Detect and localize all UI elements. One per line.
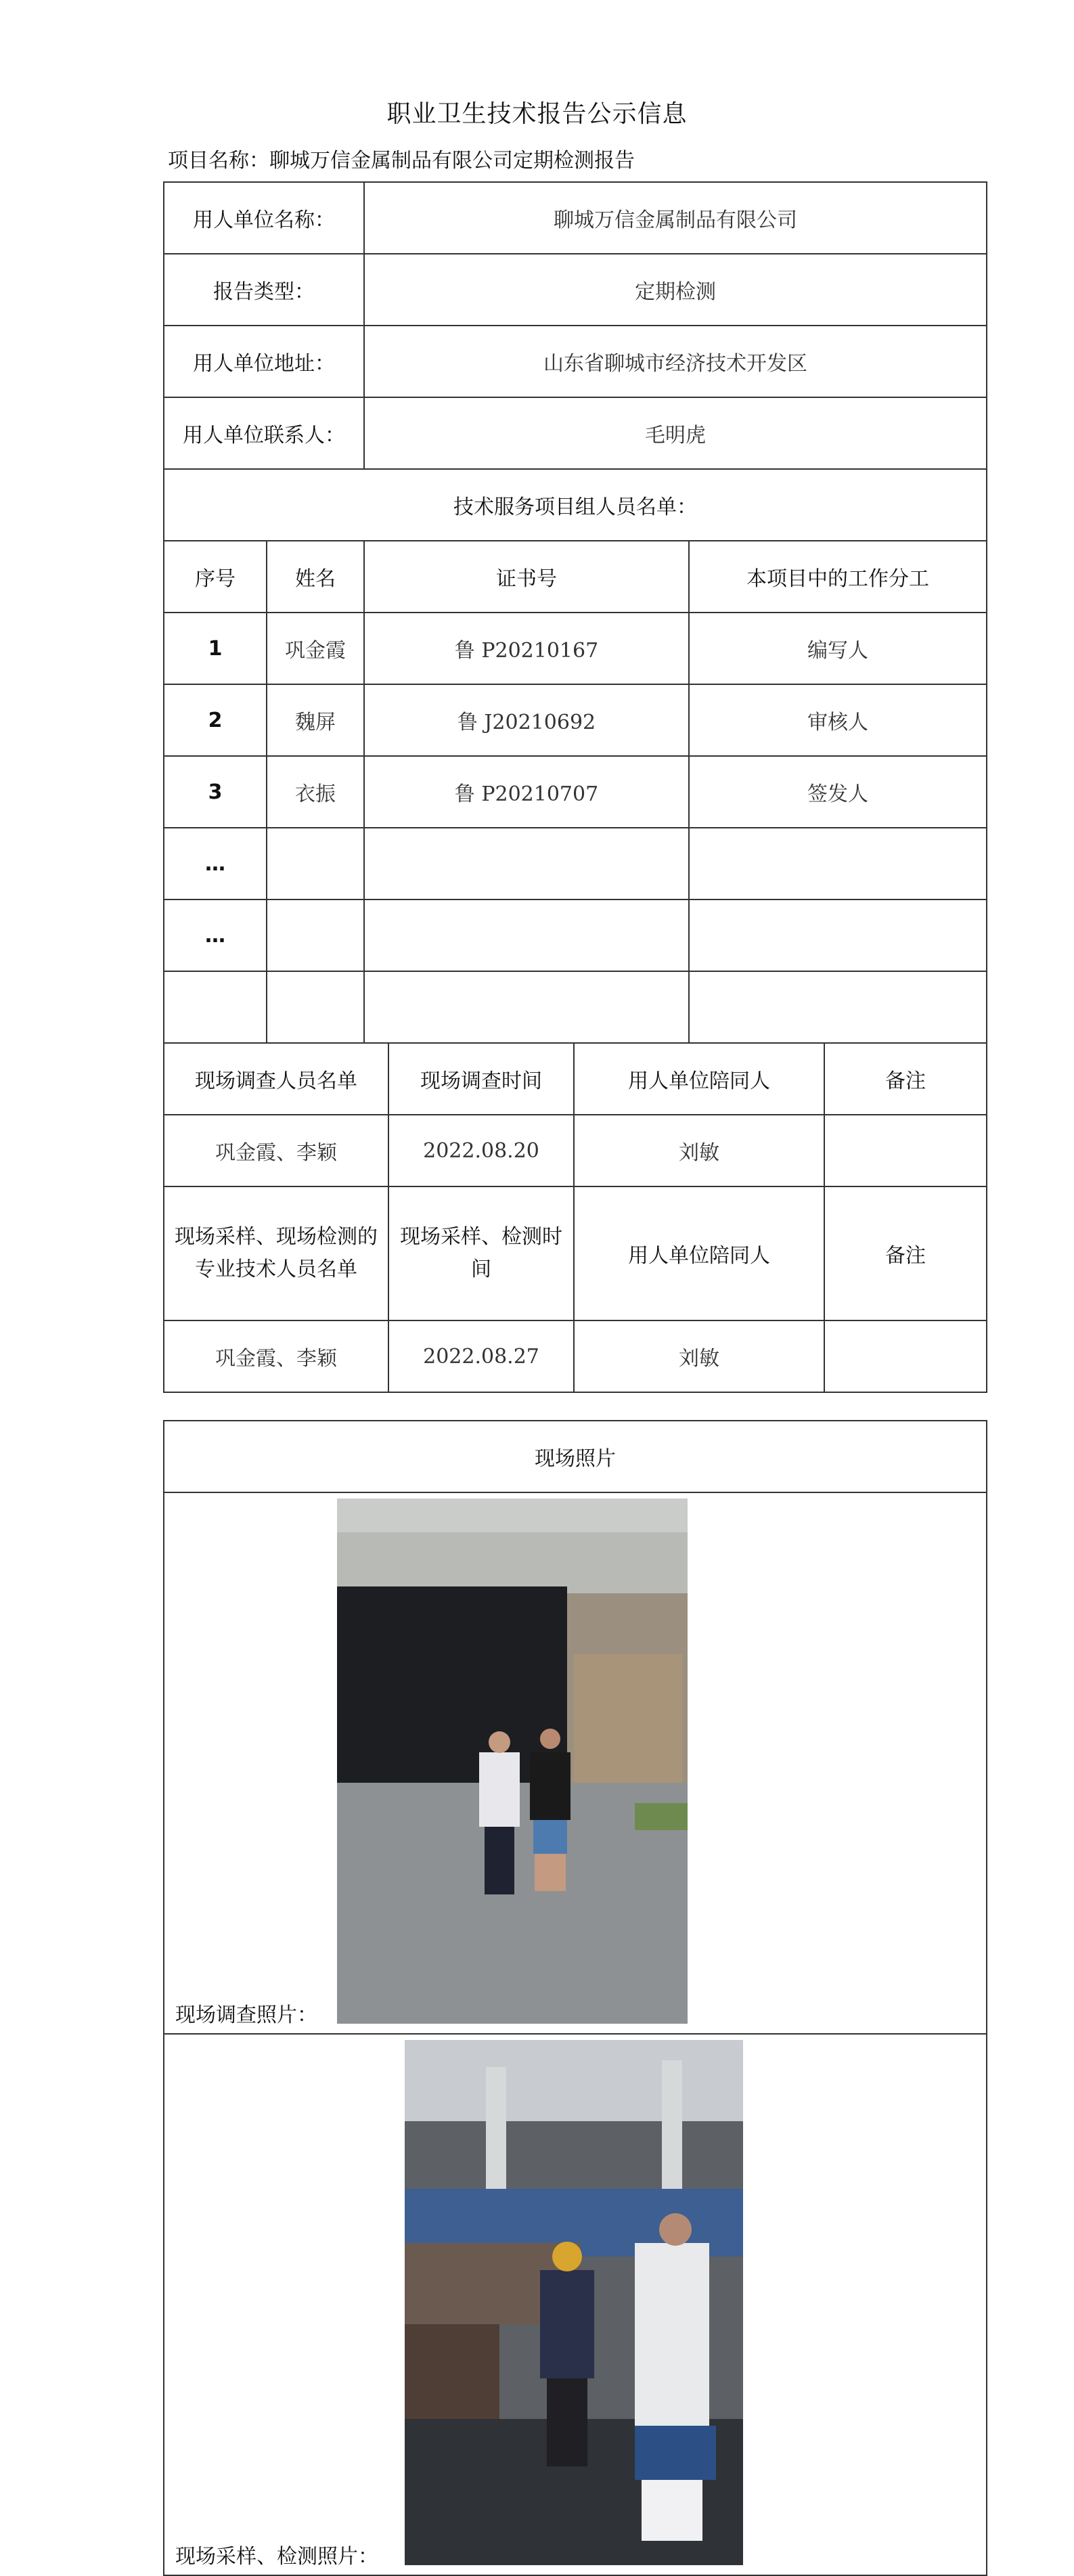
survey-photo-label: 现场调查照片： [175, 2003, 317, 2027]
team-column-headers [164, 541, 987, 613]
work-role [689, 971, 987, 1043]
table-row [164, 684, 987, 756]
info-label: 用人单位联系人： [164, 397, 364, 469]
certificate-number: 鲁 J20210692 [364, 684, 689, 756]
member-name [267, 828, 364, 900]
survey-photo [337, 1498, 688, 2024]
sampling-photo-label: 现场采样、检测照片： [175, 2545, 378, 2569]
column-header: 证书号 [364, 541, 689, 613]
info-label: 报告类型： [164, 254, 364, 326]
work-role: 签发人 [689, 756, 987, 828]
row-number: 3 [164, 756, 267, 828]
member-name [267, 971, 364, 1043]
sampling-people: 巩金霞、李颖 [164, 1320, 388, 1392]
sampling-companion: 刘敏 [574, 1320, 824, 1392]
row-number: … [164, 900, 267, 971]
certificate-number [364, 828, 689, 900]
info-value: 聊城万信金属制品有限公司 [364, 182, 987, 254]
column-header: 现场采样、检测时间 [388, 1186, 574, 1320]
info-row [164, 182, 987, 254]
member-name: 巩金霞 [267, 613, 364, 684]
survey-companion: 刘敏 [574, 1115, 824, 1186]
member-name: 衣振 [267, 756, 364, 828]
table-row [164, 900, 987, 971]
photos-header: 现场照片 [164, 1421, 987, 1492]
certificate-number [364, 900, 689, 971]
info-value: 定期检测 [364, 254, 987, 326]
info-value: 毛明虎 [364, 397, 987, 469]
certificate-number: 鲁 P20210167 [364, 613, 689, 684]
column-header: 姓名 [267, 541, 364, 613]
table-row [164, 828, 987, 900]
survey-header-row [164, 1043, 987, 1115]
column-header: 备注 [824, 1186, 987, 1320]
sampling-photo [405, 2040, 743, 2565]
table-row [164, 613, 987, 684]
column-header: 现场采样、现场检测的专业技术人员名单 [164, 1186, 388, 1320]
info-label: 用人单位地址： [164, 326, 364, 397]
work-role: 编写人 [689, 613, 987, 684]
column-header: 现场调查时间 [388, 1043, 574, 1115]
column-header: 用人单位陪同人 [574, 1186, 824, 1320]
member-name: 魏屏 [267, 684, 364, 756]
page-title: 职业卫生技术报告公示信息 [386, 100, 688, 128]
info-label: 用人单位名称： [164, 182, 364, 254]
member-name [267, 900, 364, 971]
column-header: 本项目中的工作分工 [689, 541, 987, 613]
project-name: 项目名称：聊城万信金属制品有限公司定期检测报告 [168, 149, 635, 173]
team-header: 技术服务项目组人员名单： [164, 469, 987, 541]
row-number: 1 [164, 613, 267, 684]
info-row [164, 326, 987, 397]
work-role [689, 828, 987, 900]
sampling-photo-cell [164, 2034, 987, 2575]
certificate-number [364, 971, 689, 1043]
column-header: 用人单位陪同人 [574, 1043, 824, 1115]
row-number: … [164, 828, 267, 900]
survey-note [824, 1115, 987, 1186]
survey-table [163, 1042, 987, 1393]
info-row [164, 397, 987, 469]
sampling-date: 2022.08.27 [388, 1320, 574, 1392]
info-row [164, 254, 987, 326]
work-role [689, 900, 987, 971]
sampling-header-row [164, 1186, 987, 1320]
sampling-note [824, 1320, 987, 1392]
photos-table [163, 1420, 987, 2576]
row-number: 2 [164, 684, 267, 756]
report-info-table [163, 181, 987, 1044]
table-row [164, 971, 987, 1043]
table-row [164, 756, 987, 828]
sampling-data-row [164, 1320, 987, 1392]
survey-date: 2022.08.20 [388, 1115, 574, 1186]
certificate-number: 鲁 P20210707 [364, 756, 689, 828]
work-role: 审核人 [689, 684, 987, 756]
survey-data-row [164, 1115, 987, 1186]
column-header: 备注 [824, 1043, 987, 1115]
survey-people: 巩金霞、李颖 [164, 1115, 388, 1186]
row-number [164, 971, 267, 1043]
survey-photo-cell [164, 1492, 987, 2034]
info-value: 山东省聊城市经济技术开发区 [364, 326, 987, 397]
column-header: 序号 [164, 541, 267, 613]
column-header: 现场调查人员名单 [164, 1043, 388, 1115]
